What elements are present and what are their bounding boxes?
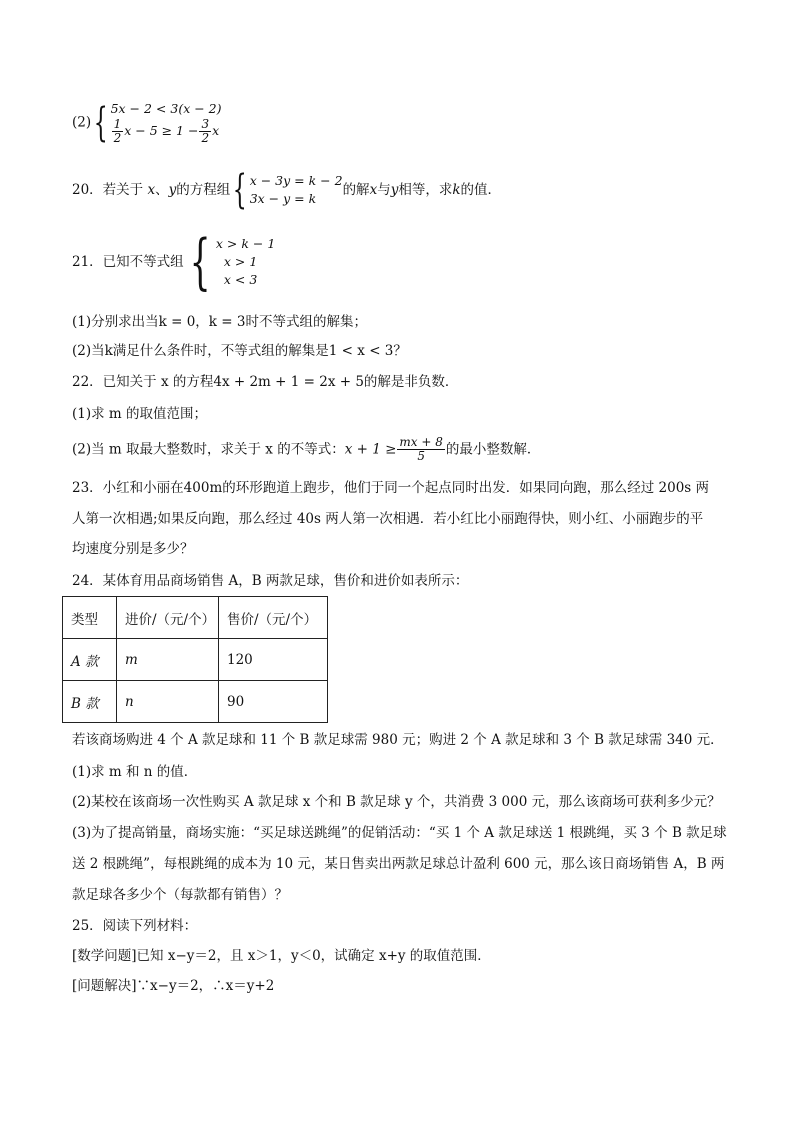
fraction-three-halves: $\frac{3}{2}$: [201, 117, 210, 145]
left-brace: {: [232, 167, 247, 213]
q24-part3-line-2: 送 2 根跳绳”，每根跳绳的成本为 10 元，某日售卖出两款足球总计盈利 600 元，那么该日商场销售 A，B 两: [72, 856, 725, 872]
q21-part2: (2)当k满足什么条件时，不等式组的解集是1 < x < 3？: [72, 343, 407, 359]
q22-part1: (1)求 m 的取值范围；: [72, 406, 208, 422]
table-cell: B 款: [63, 681, 117, 723]
q23-line-3: 均速度分别是多少？: [72, 541, 194, 557]
ineq-line-1: 5x − 2 < 3(x − 2): [110, 101, 222, 116]
q21-part1: (1)分别求出当k = 0，k = 3时不等式组的解集；: [72, 314, 367, 330]
q25-problem: [数学问题]已知 x−y＝2，且 x＞1，y＜0，试确定 x+y 的取值范围．: [72, 948, 491, 964]
q21-stem: 21．已知不等式组{ x > k − 1 x > 1 x < 3: [72, 227, 276, 297]
price-table: [62, 596, 328, 723]
left-brace: {: [189, 227, 211, 297]
q23-line-2: 人第一次相遇;如果反向跑，那么经过 40s 两人第一次相遇．若小红比小丽跑得快，则小红、小丽跑步的平: [72, 511, 704, 527]
table-header-row: [63, 597, 328, 639]
q25-stem: 25．阅读下列材料：: [72, 918, 198, 934]
q19-part2-label: (2): [72, 114, 92, 131]
table-header: 售价/（元/个）: [219, 597, 328, 639]
inequality-system-3: x > k − 1 x > 1 x < 3: [215, 236, 276, 287]
left-brace: {: [93, 99, 108, 146]
eq-line-1: x − 3y = k − 2: [249, 173, 343, 188]
fraction-mx8-over-5: $\frac{mx + 8}{5}$: [399, 435, 443, 463]
table-row: [63, 639, 328, 681]
q24-stem: 24．某体育用品商场销售 A，B 两款足球，售价和进价如表所示：: [72, 573, 469, 589]
table-row: [63, 681, 328, 723]
q20: 20．若关于 x、y的方程组{ x − 3y = k − 2 3x − y = k 的解x与y相等，求k的值．: [72, 167, 502, 213]
table-cell: 120: [219, 639, 328, 681]
equation-system: [250, 172, 343, 208]
inequality-system: [111, 100, 222, 145]
q22-part2: (2)当 m 取最大整数时，求关于 x 的不等式：x + 1 ≥ $\frac{mx + 8}{5}$ 的最小整数解．: [72, 435, 541, 463]
q19-part2: [72, 100, 222, 145]
q24-part3-line-1: (3)为了提高销量，商场实施：“买足球送跳绳”的促销活动：“买 1 个 A 款足球送 1 根跳绳，买 3 个 B 款足球: [72, 825, 727, 841]
q25-solution: [问题解决]∵x−y＝2，∴x＝y+2: [72, 978, 275, 994]
table-cell: 90: [219, 681, 328, 723]
fraction-half: $\frac{1}{2}$: [113, 117, 122, 145]
q24-part2: (2)某校在该商场一次性购买 A 款足球 x 个和 B 款足球 y 个，共消费 3 000 元，那么该商场可获利多少元？: [72, 794, 721, 810]
table-header: 类型: [63, 597, 117, 639]
table-header: 进价/（元/个）: [117, 597, 219, 639]
q24-part1: (1)求 m 和 n 的值．: [72, 764, 198, 780]
ineq-line-2: $\frac{1}{2}$ x − 5 ≥ 1 − $\frac{3}{2}$ x: [113, 117, 220, 145]
q22-stem: 22．已知关于 x 的方程4x + 2m + 1 = 2x + 5的解是非负数．: [72, 374, 459, 390]
q23-line-1: 23．小红和小丽在400m的环形跑道上跑步，他们于同一个起点同时出发．如果同向跑，那么经过 200s 两: [72, 480, 710, 496]
table-cell: A 款: [63, 639, 117, 681]
table-cell: m: [117, 639, 219, 681]
table-cell: n: [117, 681, 219, 723]
q24-part3-line-3: 款足球各多少个（每款都有销售）？: [72, 887, 288, 903]
q24-after-table: 若该商场购进 4 个 A 款足球和 11 个 B 款足球需 980 元；购进 2 个 A 款足球和 3 个 B 款足球需 340 元．: [72, 732, 724, 748]
eq-line-2: 3x − y = k: [249, 191, 317, 206]
